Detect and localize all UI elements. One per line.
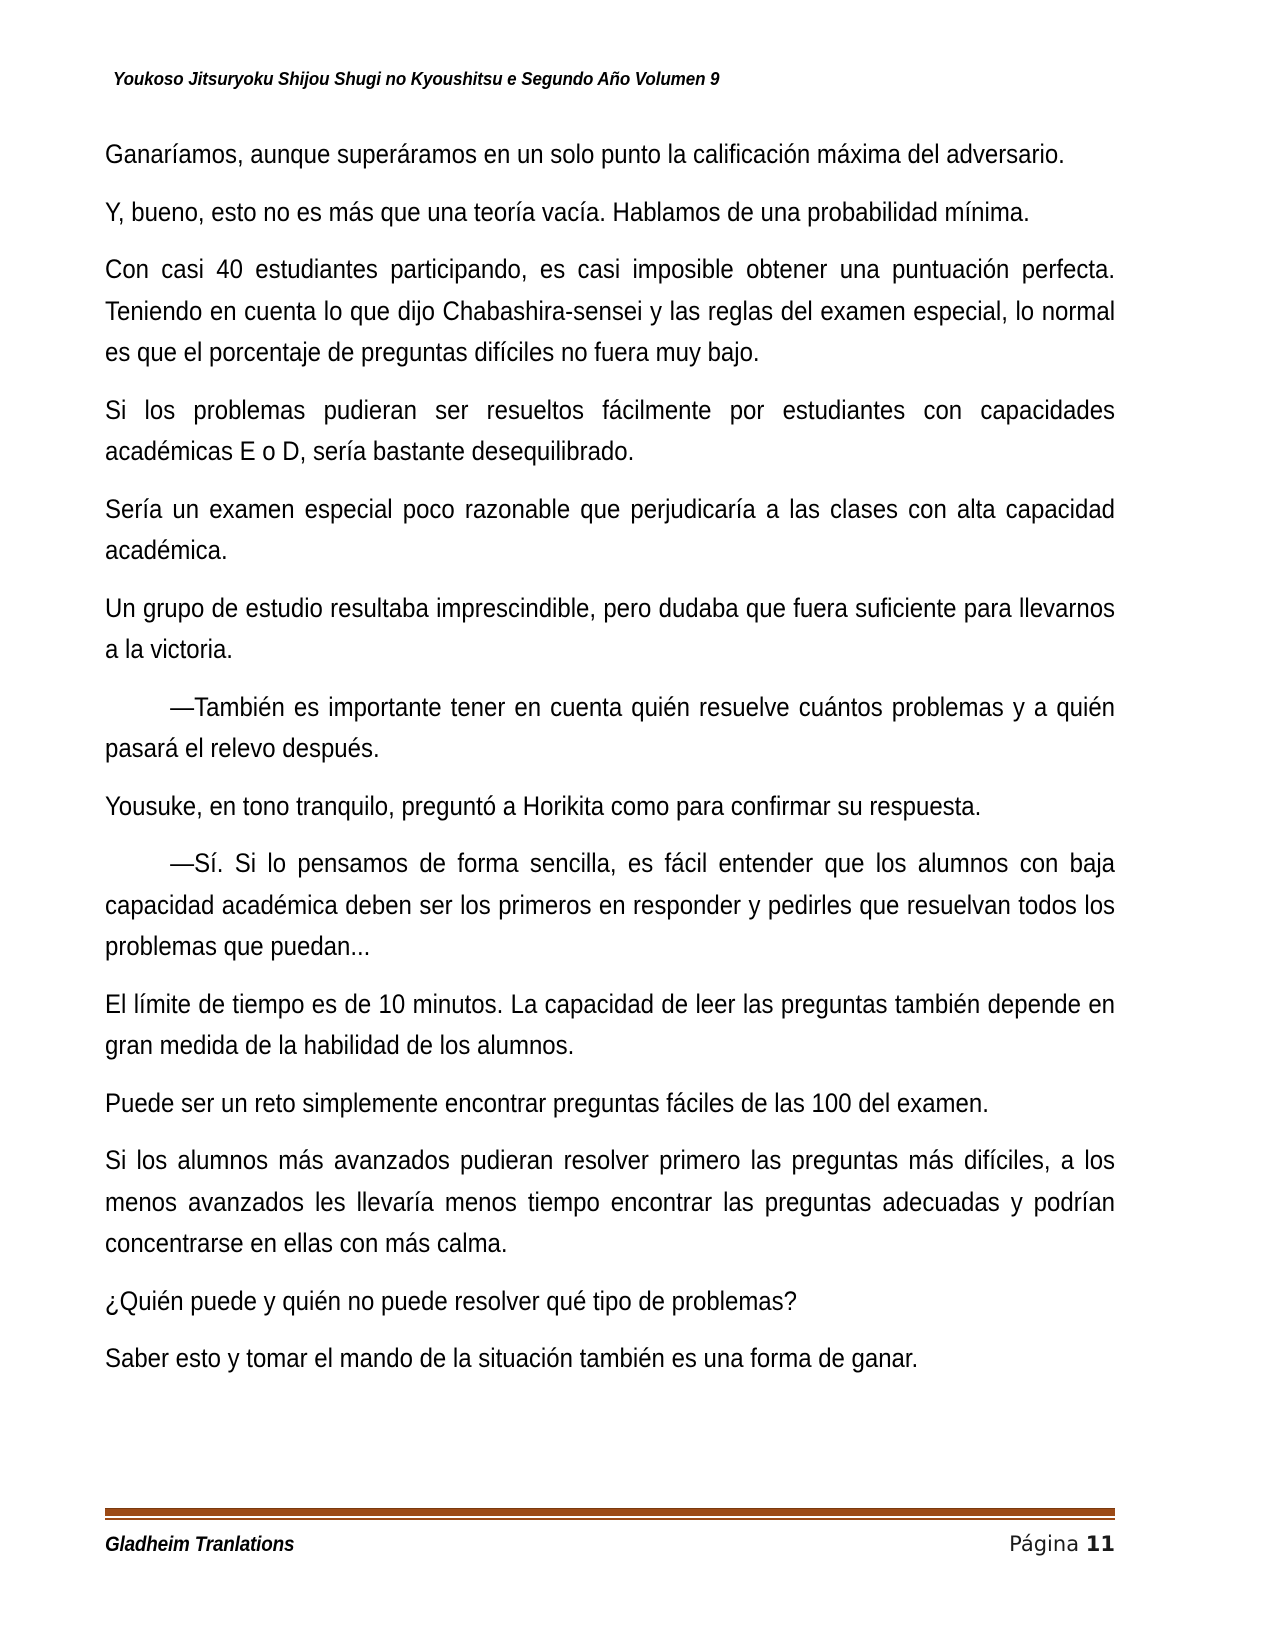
footer-row xyxy=(105,1532,1115,1557)
paragraph: ¿Quién puede y quién no puede resolver qué tipo de problemas? xyxy=(105,1285,797,1316)
page-header xyxy=(113,68,1123,89)
footer-divider-thick xyxy=(105,1508,1115,1516)
paragraph: Y, bueno, esto no es más que una teoría vacía. Hablamos de una probabilidad mínima. xyxy=(105,196,1030,227)
footer-credit: Gladheim Tranlations xyxy=(105,1533,295,1556)
paragraph: Si los problemas pudieran ser resueltos fácilmente por estudiantes con capacidades académicas E o D, sería bastante desequilibrado. xyxy=(105,394,1116,466)
footer-page-indicator xyxy=(1009,1532,1115,1556)
page-footer xyxy=(105,1508,1115,1557)
footer-page-label: Página xyxy=(1009,1532,1080,1556)
document-body xyxy=(105,134,1115,1396)
paragraph: Puede ser un reto simplemente encontrar preguntas fáciles de las 100 del examen. xyxy=(105,1087,989,1118)
dialogue-paragraph: —Sí. Si lo pensamos de forma sencilla, es fácil entender que los alumnos con baja capacidad académica deben ser los primeros en responder y pedirles que resuelvan todos los problemas que puedan... xyxy=(105,848,1116,961)
footer-page-number: 11 xyxy=(1085,1532,1115,1556)
paragraph: Ganaríamos, aunque superáramos en un solo punto la calificación máxima del adversario. xyxy=(105,139,1065,169)
header-title: Youkoso Jitsuryoku Shijou Shugi no Kyoushitsu e Segundo Año Volumen 9 xyxy=(113,68,720,89)
paragraph: Con casi 40 estudiantes participando, es casi imposible obtener una puntuación perfecta. Teniendo en cuenta lo que dijo Chabashira-sensei y las reglas del examen especial, lo normal es que el porcentaje de preguntas difíciles no fuera muy bajo. xyxy=(105,254,1116,367)
paragraph: El límite de tiempo es de 10 minutos. La capacidad de leer las preguntas también depende en gran medida de la habilidad de los alumnos. xyxy=(105,988,1116,1060)
paragraph: Si los alumnos más avanzados pudieran resolver primero las preguntas más difíciles, a los menos avanzados les llevaría menos tiempo encontrar las preguntas adecuadas y podrían concentrarse en ellas con más calma. xyxy=(105,1145,1116,1258)
paragraph: Yousuke, en tono tranquilo, preguntó a Horikita como para confirmar su respuesta. xyxy=(105,790,982,821)
footer-divider-thin xyxy=(105,1518,1115,1520)
paragraph: Sería un examen especial poco razonable que perjudicaría a las clases con alta capacidad académica. xyxy=(105,493,1116,565)
dialogue-paragraph: —También es importante tener en cuenta quién resuelve cuántos problemas y a quién pasará el relevo después. xyxy=(105,691,1116,763)
paragraph: Saber esto y tomar el mando de la situación también es una forma de ganar. xyxy=(105,1343,919,1373)
paragraph: Un grupo de estudio resultaba imprescindible, pero dudaba que fuera suficiente para llevarnos a la victoria. xyxy=(105,592,1116,664)
